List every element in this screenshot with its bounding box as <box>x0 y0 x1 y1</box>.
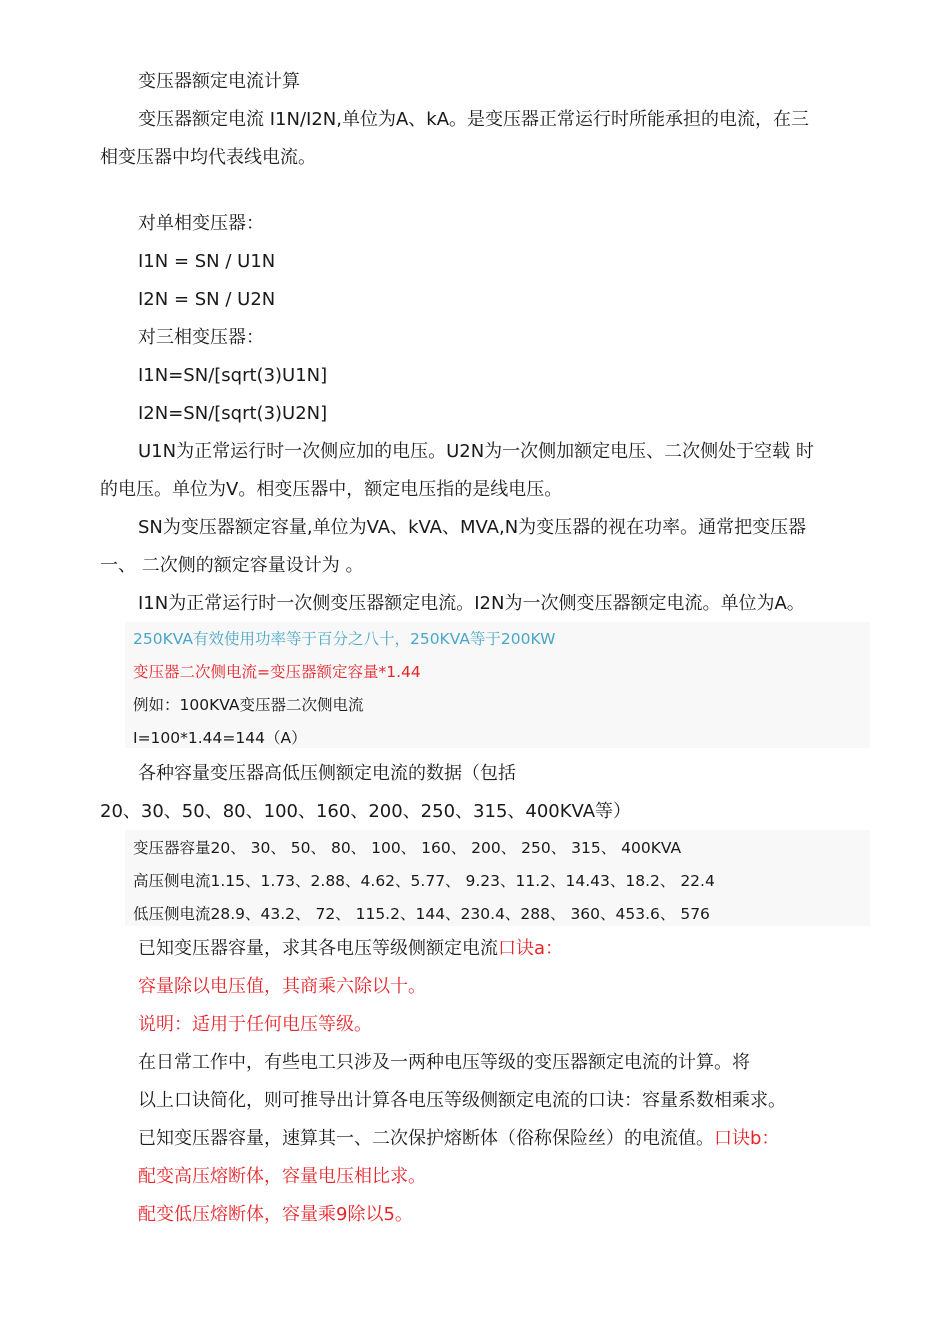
voltage-definition-2: 的电压。单位为V。相变压器中，额定电压指的是线电压。 <box>100 479 563 500</box>
daily-work-1: 在日常工作中，有些电工只涉及一两种电压等级的变压器额定电流的计算。将 <box>138 1052 750 1073</box>
current-table-box <box>125 830 870 926</box>
rule-b-tag: 口诀b： <box>714 1128 780 1149</box>
rule-a-line <box>138 937 563 961</box>
three-phase-eq-2: I2N=SN/[sqrt(3)U2N] <box>138 403 328 424</box>
rule-b-lead: 已知变压器容量，速算其一、二次保护熔断体（俗称保险丝）的电流值。 <box>138 1128 714 1149</box>
current-definition: I1N为正常运行时一次侧变压器额定电流。I2N为一次侧变压器额定电流。单位为A。 <box>138 593 805 614</box>
capacity-row: 变压器容量20、 30、 50、 80、 100、 160、 200、 250、 315、 400KVA <box>133 839 682 857</box>
single-phase-eq-1: I1N = SN / U1N <box>138 251 276 272</box>
rule-a-tag: 口诀a： <box>498 938 564 959</box>
data-intro-1: 各种容量变压器高低压侧额定电流的数据（包括 <box>138 763 516 784</box>
three-phase-eq-1: I1N=SN/[sqrt(3)U1N] <box>138 365 328 386</box>
rule-a-note: 说明：适用于任何电压等级。 <box>138 1014 372 1035</box>
voltage-definition-1: U1N为正常运行时一次侧应加的电压。U2N为一次侧加额定电压、二次侧处于空载 时 <box>138 441 814 462</box>
note-line-2: 变压器二次侧电流=变压器额定容量*1.44 <box>133 663 421 681</box>
note-line-1: 250KVA有效使用功率等于百分之八十，250KVA等于200KW <box>133 630 556 648</box>
low-voltage-row: 低压侧电流28.9、43.2、 72、 115.2、144、230.4、288、 360、453.6、 576 <box>133 905 710 923</box>
note-line-4: I=100*1.44=144（A） <box>133 729 307 747</box>
single-phase-eq-2: I2N = SN / U2N <box>138 289 276 310</box>
high-voltage-row: 高压侧电流1.15、1.73、2.88、4.62、5.77、 9.23、11.2、14.43、18.2、 22.4 <box>133 872 715 890</box>
note-line-3: 例如：100KVA变压器二次侧电流 <box>133 696 364 714</box>
rule-a-lead: 已知变压器容量，求其各电压等级侧额定电流 <box>138 938 498 959</box>
data-intro-2: 20、30、50、80、100、160、200、250、315、400KVA等） <box>100 801 632 822</box>
single-phase-heading: 对单相变压器： <box>138 213 264 234</box>
capacity-definition-1: SN为变压器额定容量,单位为VA、kVA、MVA,N为变压器的视在功率。通常把变压器 <box>138 517 807 538</box>
doc-title: 变压器额定电流计算 <box>138 71 300 92</box>
note-box <box>125 622 870 748</box>
rule-a-text: 容量除以电压值，其商乘六除以十。 <box>138 976 426 997</box>
daily-work-2: 以上口诀简化，则可推导出计算各电压等级侧额定电流的口诀：容量系数相乘求。 <box>138 1090 786 1111</box>
rule-b-text-2: 配变低压熔断体，容量乘9除以5。 <box>138 1204 413 1225</box>
rule-b-text-1: 配变高压熔断体，容量电压相比求。 <box>138 1166 426 1187</box>
rule-b-line <box>138 1127 779 1151</box>
capacity-definition-2: 一、 二次侧的额定容量设计为 。 <box>100 555 364 576</box>
three-phase-heading: 对三相变压器： <box>138 327 264 348</box>
intro-line-2: 相变压器中均代表线电流。 <box>100 147 316 168</box>
intro-line-1: 变压器额定电流 I1N/I2N,单位为A、kA。是变压器正常运行时所能承担的电流，在三 <box>138 109 810 130</box>
